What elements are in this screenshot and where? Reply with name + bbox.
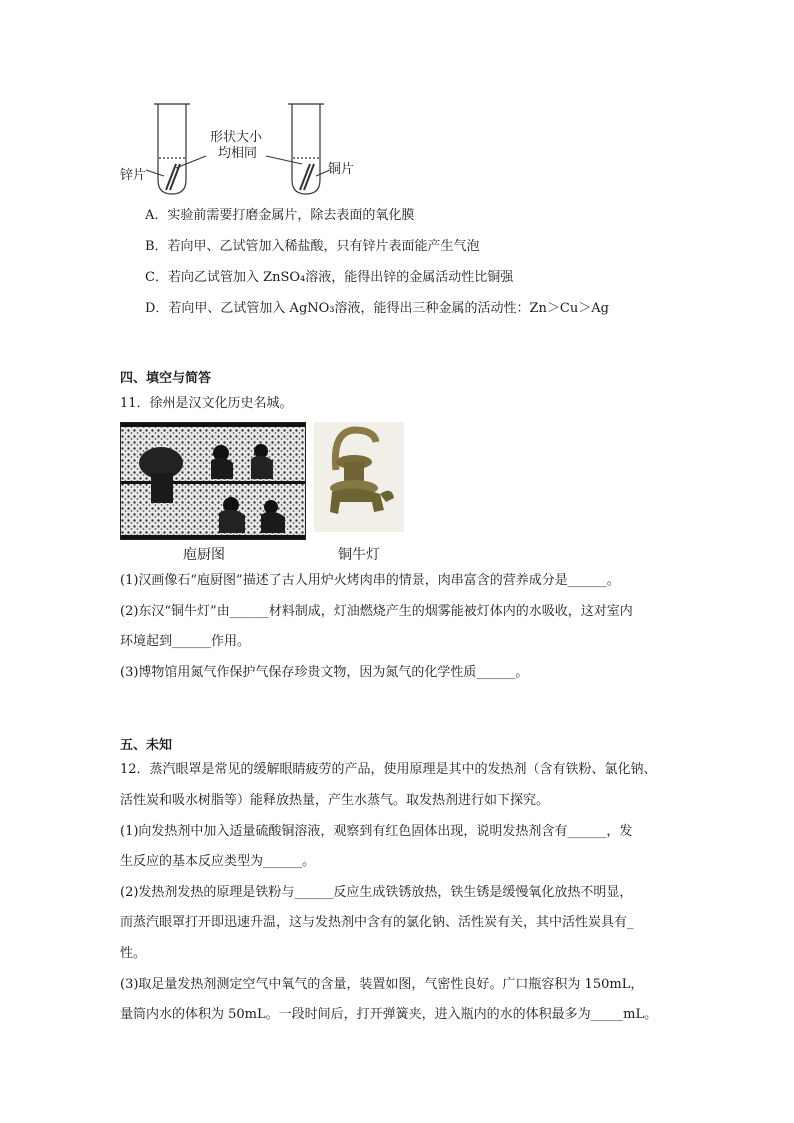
- section-4-title: 四、填空与简答: [120, 371, 212, 386]
- q12-line-9: 量筒内水的体积为 50mL。一段时间后，打开弹簧夹，进入瓶内的水的体积最多为_____mL。: [120, 1007, 658, 1022]
- q11-part-1: (1)汉画像石“庖厨图”描述了古人用炉火烤肉串的情景，肉串富含的营养成分是______。: [120, 573, 620, 588]
- q12-line-7: 性。: [120, 946, 147, 961]
- caption-bronze-ox-lamp: 铜牛灯: [338, 547, 380, 563]
- figure-label-zinc: 锌片: [120, 168, 147, 183]
- option-b: B．若向甲、乙试管加入稀盐酸，只有锌片表面能产生气泡: [145, 239, 480, 254]
- question-11-stem: 11．徐州是汉文化历史名城。: [120, 396, 293, 411]
- bronze-ox-lamp-image: [314, 422, 404, 532]
- q12-line-1: 12．蒸汽眼罩是常见的缓解眼睛疲劳的产品，使用原理是其中的发热剂（含有铁粉、氯化钠、: [120, 762, 657, 777]
- figure-label-middle-1: 形状大小: [210, 130, 263, 145]
- q11-part-2-line-2: 环境起到______作用。: [120, 634, 251, 649]
- figure-label-middle-2: 均相同: [218, 146, 258, 161]
- option-d: D．若向甲、乙试管加入 AgNO₃溶液，能得出三种金属的活动性：Zn＞Cu＞Ag: [145, 301, 609, 316]
- option-a: A．实验前需要打磨金属片，除去表面的氧化膜: [145, 208, 415, 223]
- kitchen-relief-image: [120, 422, 306, 540]
- q12-line-6: 而蒸汽眼罩打开即迅速升温，这与发热剂中含有的氯化钠、活性炭有关，其中活性炭具有_: [120, 915, 634, 930]
- caption-kitchen-relief: 庖厨图: [183, 547, 225, 563]
- option-c: C．若向乙试管加入 ZnSO₄溶液，能得出锌的金属活动性比铜强: [145, 270, 514, 285]
- q11-part-2-line-1: (2)东汉“铜牛灯”由______材料制成，灯油燃烧产生的烟雾能被灯体内的水吸收，这对室内: [120, 604, 633, 619]
- right-test-tube: [288, 104, 324, 194]
- section-5-title: 五、未知: [120, 738, 173, 753]
- q11-part-3: (3)博物馆用氮气作保护气保存珍贵文物，因为氮气的化学性质______。: [120, 665, 529, 680]
- left-test-tube: [154, 104, 190, 194]
- q12-line-5: (2)发热剂发热的原理是铁粉与______反应生成铁锈放热，铁生锈是缓慢氧化放热不明显，: [120, 885, 633, 900]
- figure-label-copper: 铜片: [328, 162, 355, 177]
- q12-line-2: 活性炭和吸水树脂等）能释放热量，产生水蒸气。取发热剂进行如下探究。: [120, 793, 550, 808]
- q12-line-8: (3)取足量发热剂测定空气中氧气的含量，装置如图，气密性良好。广口瓶容积为 150mL，: [120, 977, 644, 992]
- q12-line-3: (1)向发热剂中加入适量硫酸铜溶液，观察到有红色固体出现，说明发热剂含有______，发: [120, 824, 633, 839]
- q12-line-4: 生反应的基本反应类型为______。: [120, 854, 316, 869]
